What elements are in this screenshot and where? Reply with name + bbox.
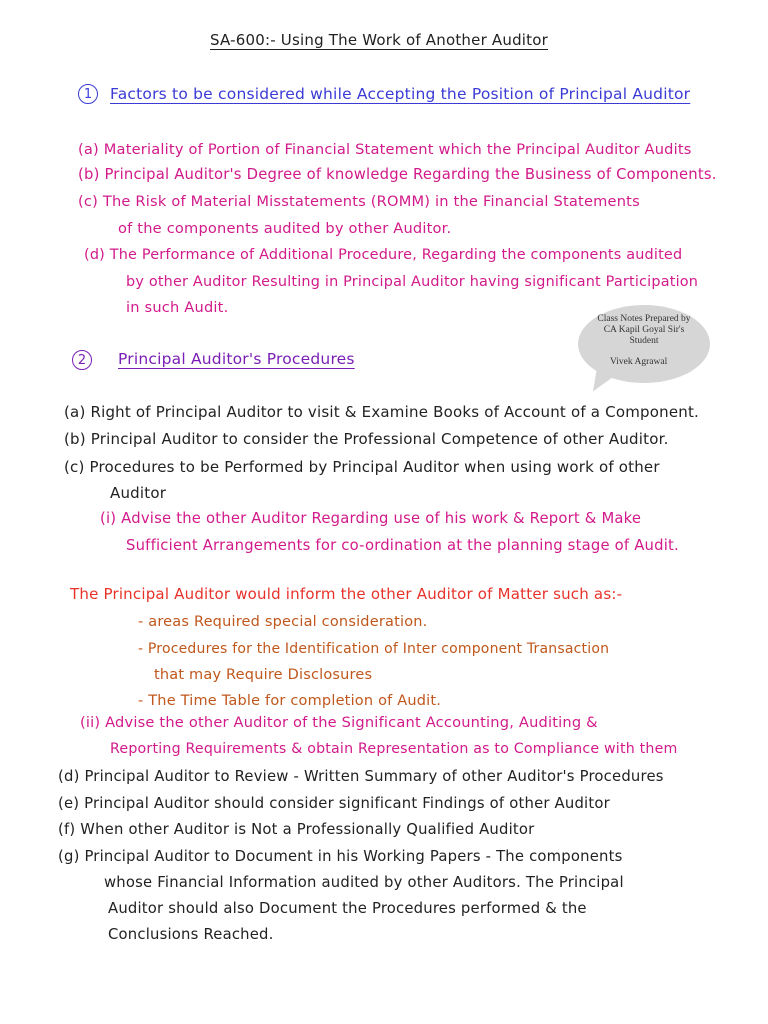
note-line: Class Notes Prepared by [597, 314, 691, 324]
section-1-item: (a) Materiality of Portion of Financial Statement which the Principal Auditor Audits [78, 141, 692, 158]
section-2-heading: Principal Auditor's Procedures [118, 350, 355, 368]
section-2-item: Auditor [110, 484, 167, 502]
note-line: Student [629, 336, 659, 346]
section-1-item: by other Auditor Resulting in Principal Auditor having significant Participation [126, 274, 699, 290]
section-2-item: (e) Principal Auditor should consider significant Findings of other Auditor [58, 795, 610, 812]
sub-item-ii: Reporting Requirements & obtain Representation as to Compliance with them [110, 741, 678, 757]
section-2-item: (b) Principal Auditor to consider the Professional Competence of other Auditor. [64, 430, 669, 448]
inform-line: The Principal Auditor would inform the other Auditor of Matter such as:- [70, 585, 623, 603]
bullet-item: that may Require Disclosures [154, 667, 373, 683]
section-1-item: in such Audit. [126, 299, 229, 316]
section-2-item: Conclusions Reached. [108, 926, 274, 943]
note-line: CA Kapil Goyal Sir's [603, 325, 685, 335]
section-2-item: whose Financial Information audited by other Auditors. The Principal [104, 874, 624, 891]
bullet-item: - Procedures for the Identification of Inter component Transaction [138, 641, 610, 657]
section-1-item: (d) The Performance of Additional Procedure, Regarding the components audited [84, 247, 683, 263]
section-2-item: (a) Right of Principal Auditor to visit & Examine Books of Account of a Component. [64, 403, 700, 421]
section-1-item: (c) The Risk of Material Misstatements (ROMM) in the Financial Statements [78, 193, 640, 210]
section-1-heading: Factors to be considered while Accepting the Position of Principal Auditor [110, 85, 691, 103]
section-2-item: (c) Procedures to be Performed by Principal Auditor when using work of other [64, 458, 660, 476]
section-2-item: (g) Principal Auditor to Document in his Working Papers - The components [58, 848, 623, 865]
sub-item-i: Sufficient Arrangements for co-ordination at the planning stage of Audit. [126, 537, 679, 554]
section-1-item: (b) Principal Auditor's Degree of knowledge Regarding the Business of Components. [78, 166, 717, 183]
section-2-number: 2 [72, 350, 92, 370]
section-1-item: of the components audited by other Auditor. [118, 220, 452, 237]
section-2-item: Auditor should also Document the Procedures performed & the [108, 900, 587, 917]
section-1-number: 1 [78, 84, 98, 104]
section-2-item: (d) Principal Auditor to Review - Written Summary of other Auditor's Procedures [58, 768, 664, 785]
bullet-item: - The Time Table for completion of Audit. [138, 693, 442, 709]
sub-item-i: (i) Advise the other Auditor Regarding use of his work & Report & Make [100, 510, 642, 527]
section-2-item: (f) When other Auditor is Not a Professionally Qualified Auditor [58, 821, 535, 838]
page-title: SA-600:- Using The Work of Another Auditor [210, 31, 548, 49]
note-bubble-text [578, 314, 710, 347]
bullet-item: - areas Required special consideration. [138, 614, 428, 630]
note-signature: Vivek Agrawal [610, 357, 668, 367]
sub-item-ii: (ii) Advise the other Auditor of the Significant Accounting, Auditing & [80, 714, 598, 731]
